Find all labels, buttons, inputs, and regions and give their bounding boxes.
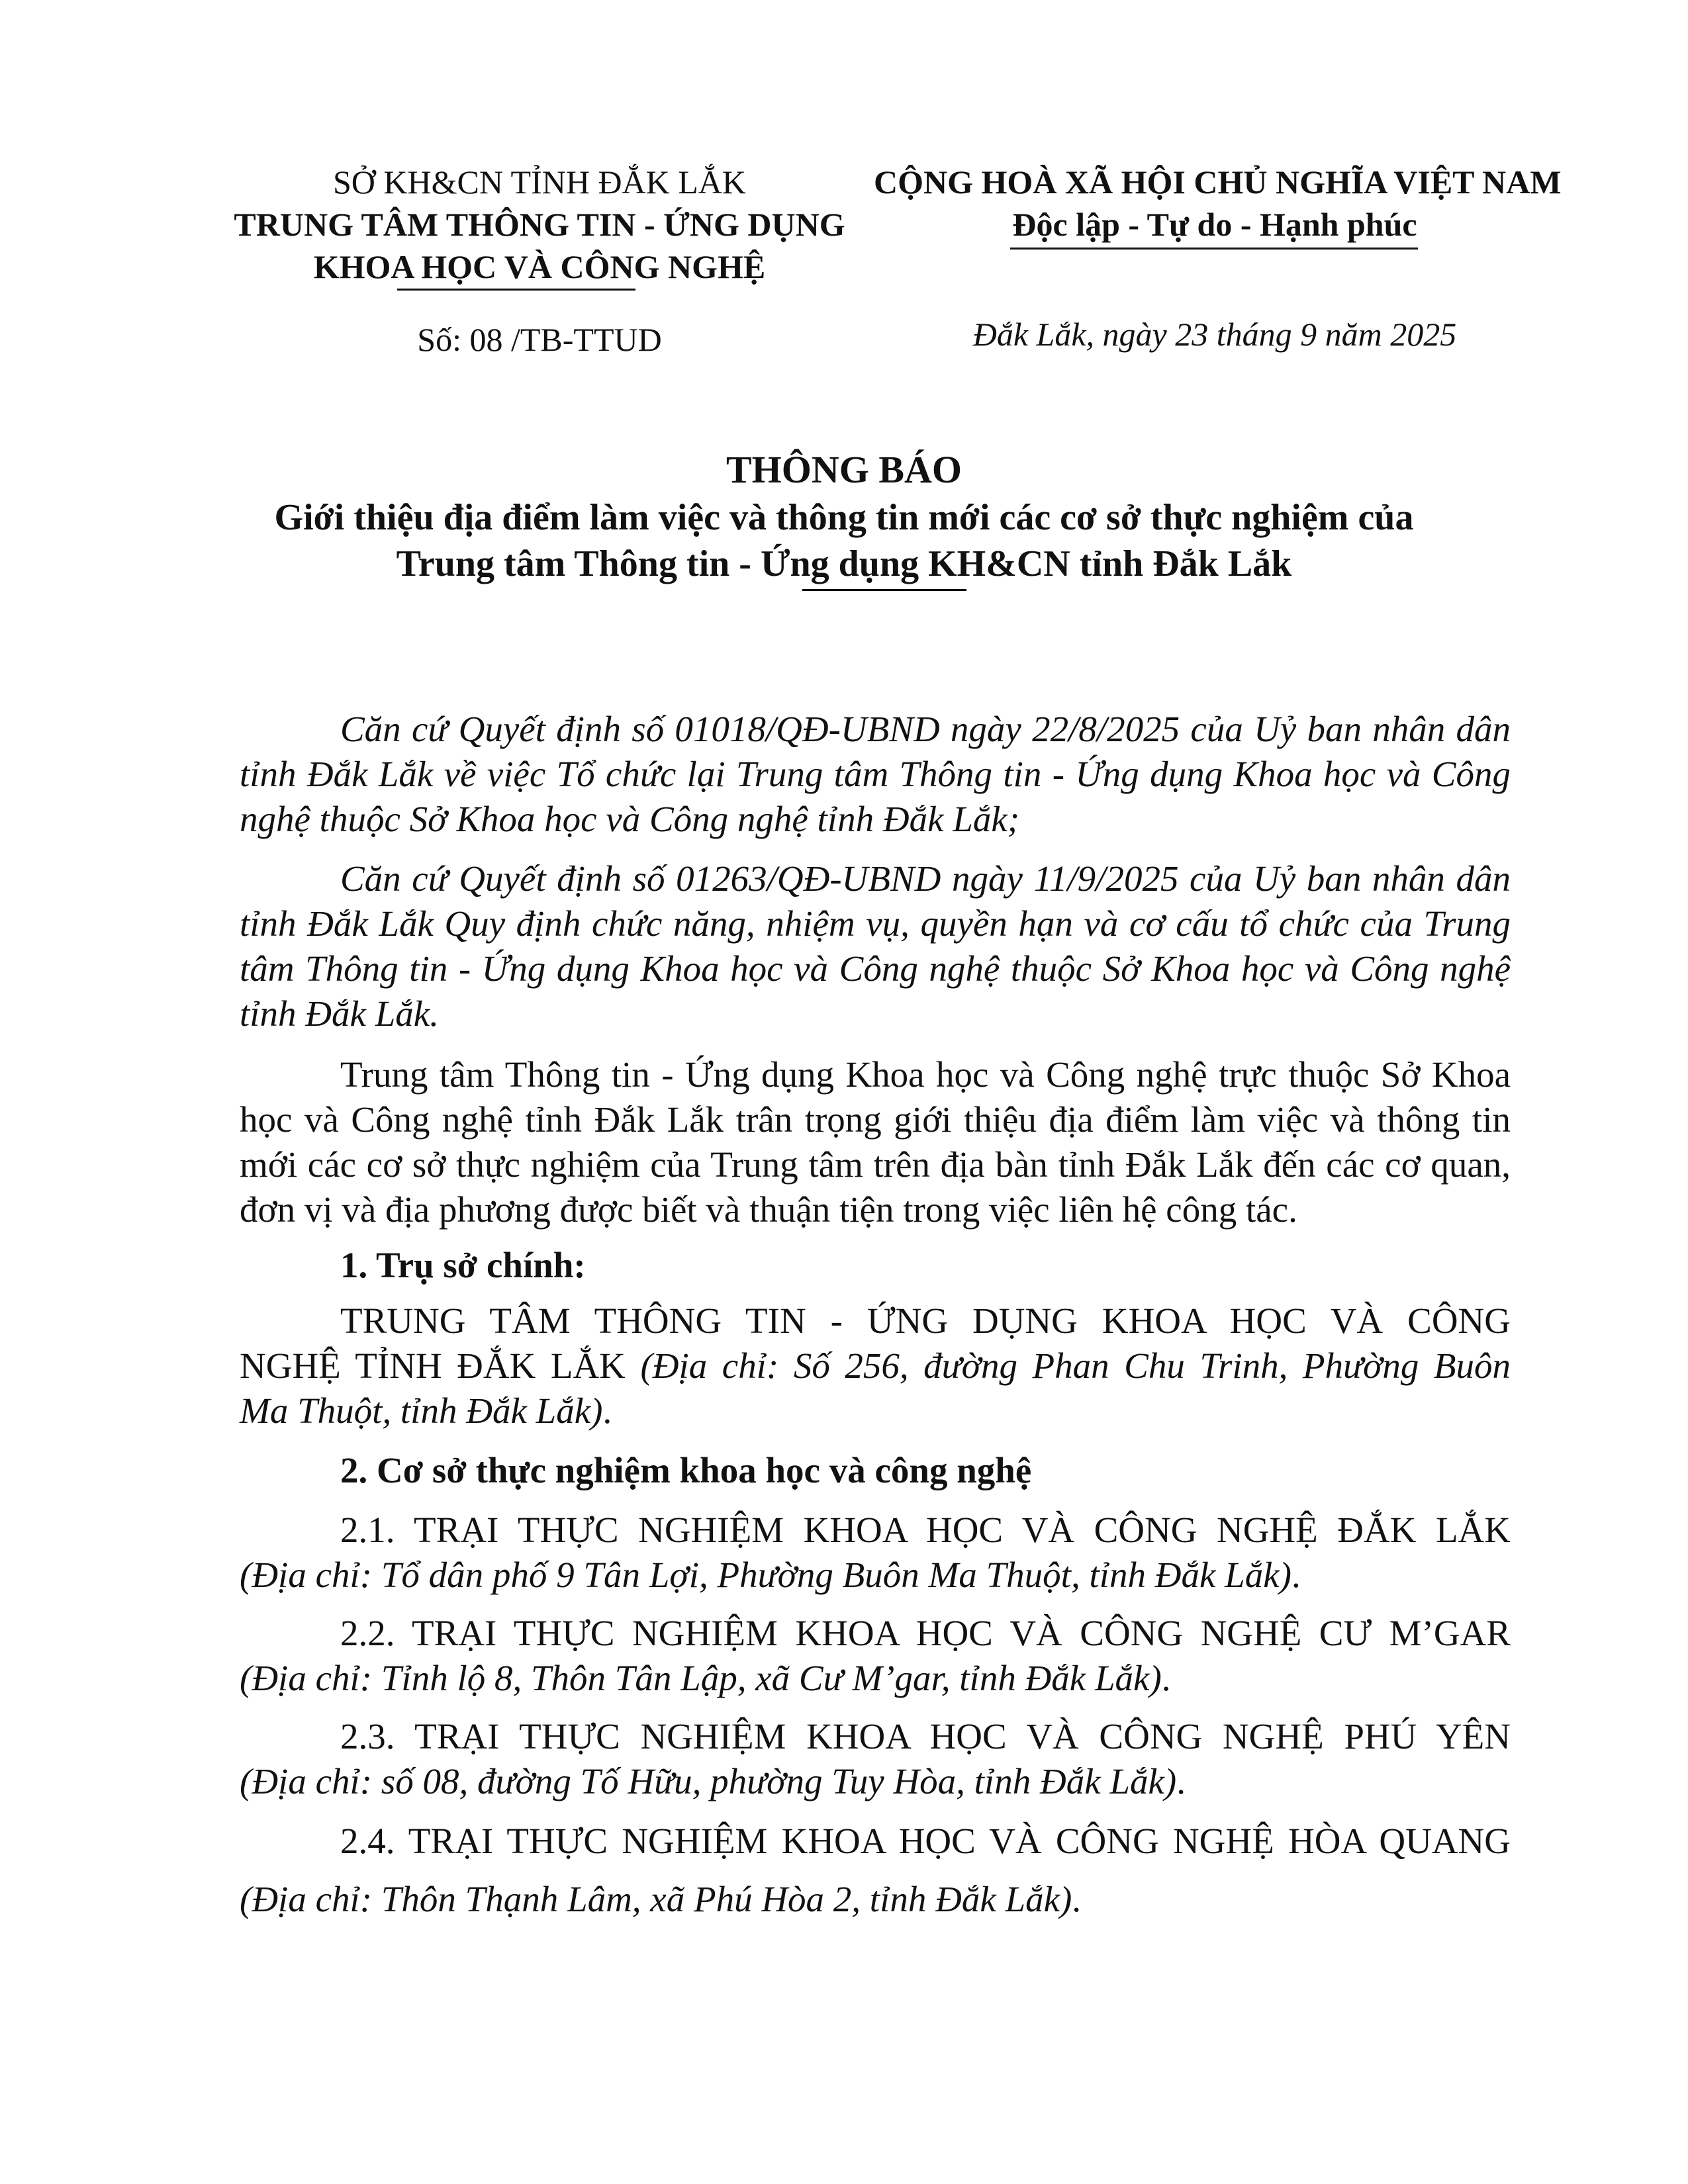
headquarters-end-punct: . (602, 1390, 612, 1431)
farm-2-1-address-line (240, 1553, 1511, 1598)
farm-2-2-address: (Địa chỉ: Tỉnh lộ 8, Thôn Tân Lập, xã Cư M’gar, tỉnh Đắk Lắk) (240, 1658, 1162, 1698)
country-name: CỘNG HOÀ XÃ HỘI CHỦ NGHĨA VIỆT NAM (874, 163, 1562, 201)
farm-2-3-end-punct: . (1176, 1761, 1186, 1801)
farm-2-2-address-line (240, 1656, 1511, 1701)
document-subtitle-line1: Giới thiệu địa điểm làm việc và thông tin mới các cơ sở thực nghiệm của (274, 497, 1414, 538)
farm-2-4-address-line (240, 1877, 1511, 1922)
legal-basis-1: Căn cứ Quyết định số 01018/QĐ-UBND ngày 22/8/2025 của Uỷ ban nhân dân tỉnh Đắk Lắk về việc Tổ chức lại Trung tâm Thông tin - Ứng dụng Khoa học và Công nghệ thuộc Sở Khoa học và Công nghệ tỉnh Đắk Lắk; (240, 709, 1511, 839)
document-title: THÔNG BÁO (726, 448, 962, 491)
unit-name-line1: TRUNG TÂM THÔNG TIN - ỨNG DỤNG (234, 206, 845, 243)
section-1-heading: 1. Trụ sở chính: (340, 1245, 586, 1285)
farm-2-2-name: 2.2. TRẠI THỰC NGHIỆM KHOA HỌC VÀ CÔNG NGHỆ CƯ M’GAR (340, 1613, 1511, 1653)
farm-2-3-name: 2.3. TRẠI THỰC NGHIỆM KHOA HỌC VÀ CÔNG NGHỆ PHÚ YÊN (340, 1716, 1511, 1756)
section-2-heading: 2. Cơ sở thực nghiệm khoa học và công nghệ (340, 1450, 1032, 1490)
headquarters-address-part2: Ma Thuột, tỉnh Đắk Lắk) (240, 1390, 603, 1431)
farm-2-1-address: (Địa chỉ: Tổ dân phố 9 Tân Lợi, Phường Buôn Ma Thuột, tỉnh Đắk Lắk) (240, 1555, 1291, 1595)
agency-name: SỞ KH&CN TỈNH ĐẮK LẮK (332, 163, 747, 201)
farm-2-2-end-punct: . (1161, 1658, 1171, 1698)
national-motto: Độc lập - Tự do - Hạnh phúc (1012, 206, 1417, 243)
farm-2-1-name: 2.1. TRẠI THỰC NGHIỆM KHOA HỌC VÀ CÔNG NGHỆ ĐẮK LẮK (340, 1510, 1511, 1550)
headquarters-name-line2: NGHỆ TỈNH ĐẮK LẮK (240, 1345, 626, 1386)
issue-date: Đắk Lắk, ngày 23 tháng 9 năm 2025 (972, 316, 1457, 353)
title-underline (802, 589, 966, 591)
headquarters-name-line1: TRUNG TÂM THÔNG TIN - ỨNG DỤNG KHOA HỌC VÀ CÔNG (340, 1300, 1511, 1341)
unit-underline (397, 289, 635, 291)
document-number: Số: 08 /TB-TTUD (417, 321, 662, 358)
farm-2-4-name: 2.4. TRẠI THỰC NGHIỆM KHOA HỌC VÀ CÔNG NGHỆ HÒA QUANG (340, 1821, 1511, 1861)
headquarters-line2 (240, 1343, 1511, 1388)
farm-2-3-address-line (240, 1759, 1511, 1804)
legal-basis-2: Căn cứ Quyết định số 01263/QĐ-UBND ngày 11/9/2025 của Uỷ ban nhân dân tỉnh Đắk Lắk Quy định chức năng, nhiệm vụ, quyền hạn và cơ cấu tổ chức của Trung tâm Thông tin - Ứng dụng Khoa học và Công nghệ thuộc Sở Khoa học và Công nghệ tỉnh Đắk Lắk. (240, 858, 1511, 1034)
unit-name-line2: KHOA HỌC VÀ CÔNG NGHỆ (313, 248, 766, 285)
farm-2-3-address: (Địa chỉ: số 08, đường Tố Hữu, phường Tuy Hòa, tỉnh Đắk Lắk) (240, 1761, 1177, 1801)
headquarters-line3 (240, 1388, 1511, 1433)
document-subtitle-line2: Trung tâm Thông tin - Ứng dụng KH&CN tỉnh Đắk Lắk (396, 543, 1292, 584)
motto-underline (1010, 248, 1418, 250)
farm-2-4-address: (Địa chỉ: Thôn Thạnh Lâm, xã Phú Hòa 2, tỉnh Đắk Lắk) (240, 1879, 1072, 1919)
farm-2-1-end-punct: . (1291, 1555, 1301, 1595)
farm-2-4-end-punct: . (1072, 1879, 1082, 1919)
intro-paragraph: Trung tâm Thông tin - Ứng dụng Khoa học và Công nghệ trực thuộc Sở Khoa học và Công nghệ tỉnh Đắk Lắk trân trọng giới thiệu địa điểm làm việc và thông tin mới các cơ sở thực nghiệm của Trung tâm trên địa bàn tỉnh Đắk Lắk đến các cơ quan, đơn vị và địa phương được biết và thuận tiện trong việc liên hệ công tác. (240, 1054, 1511, 1230)
headquarters-address-part1: (Địa chỉ: Số 256, đường Phan Chu Trinh, Phường Buôn (640, 1345, 1511, 1386)
